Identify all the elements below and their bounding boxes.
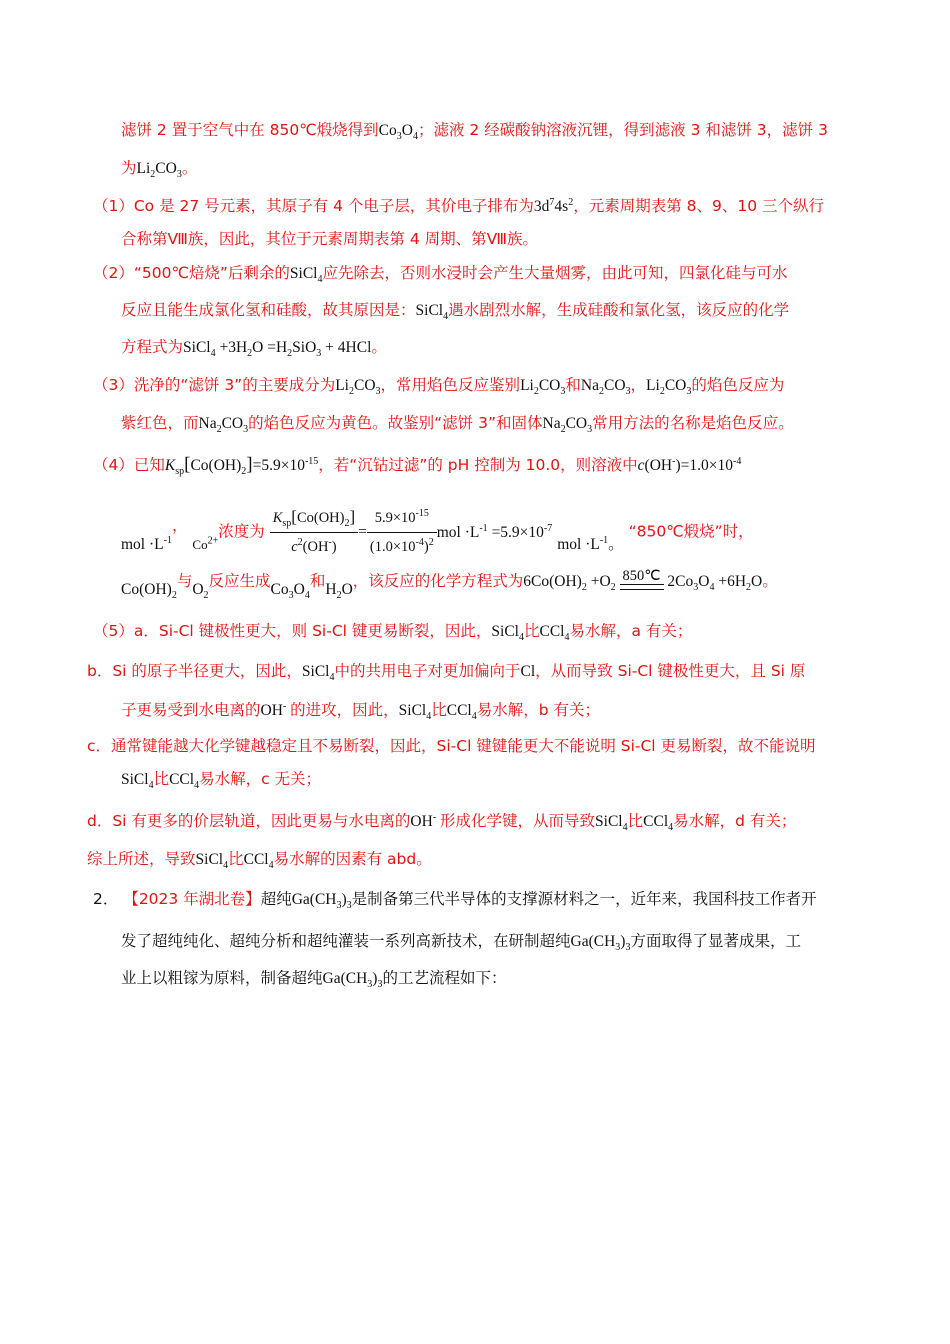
- text: 5.9×10: [374, 509, 416, 526]
- formula-sicl4: SiCl$_4$: [289, 265, 323, 286]
- punct: ，: [171, 516, 188, 535]
- text: b．Si 的原子半径更大，因此，: [87, 662, 302, 680]
- text: 反应且能生成氯化氢和硅酸，故其原因是：: [121, 301, 416, 319]
- equals: =: [358, 523, 367, 541]
- ion-co2plus: Co2+: [192, 535, 219, 552]
- exam-source-tag: 【2023 年湖北卷】: [123, 890, 261, 908]
- text: 的进攻，因此，: [290, 701, 399, 719]
- text: 与: [176, 572, 193, 590]
- text: ，从而导致 Si-Cl 键极性更大，且 Si 原: [535, 662, 806, 680]
- exponent: -4: [732, 455, 742, 467]
- formula-co3o4: $Co_3O_4$: [378, 122, 418, 143]
- q3-line-1: [93, 374, 784, 397]
- text: 。: [181, 159, 198, 177]
- text: mol ·L: [557, 535, 600, 553]
- q2-line-2: [121, 299, 789, 322]
- text: 反应生成: [208, 572, 271, 590]
- exponent: -15: [304, 455, 319, 467]
- text: 的工艺流程如下：: [382, 969, 507, 987]
- text: （2）“500℃焙烧”后剩余的: [93, 264, 290, 282]
- text: 易水解，c 无关；: [199, 770, 322, 788]
- text: 方程式为: [121, 338, 184, 356]
- ion-oh: OH-: [260, 700, 287, 719]
- text: （1）Co 是 27 号元素，其原子有 4 个电子层，其价电子排布为: [93, 197, 534, 215]
- unit: mol $\cdot L^{-1}$。: [557, 534, 624, 553]
- formula-sicl4: SiCl$_4$: [301, 663, 335, 684]
- text: 方面取得了显著成果，工: [630, 932, 801, 950]
- text: 中的共用电子对更加偏向于: [334, 662, 521, 680]
- q5-line-a: [93, 620, 692, 643]
- q5-line-b2: [121, 699, 600, 722]
- formula-li2co3: $Li_2CO_3$: [136, 160, 182, 181]
- q1-line-2: [121, 228, 538, 250]
- formula-sicl4: SiCl$_4$: [121, 771, 154, 792]
- text: 比: [431, 701, 447, 719]
- text: 业上以粗镓为原料，制备超纯: [121, 969, 323, 987]
- text: 浓度为: [218, 522, 265, 541]
- q3-line-2: [121, 412, 794, 435]
- text: 发了超纯纯化、超纯分析和超纯灌装一系列高新技术，在研制超纯: [121, 932, 571, 950]
- q5-line-c2: [121, 768, 321, 791]
- q5-line-d1: [87, 810, 796, 833]
- reaction-condition: [620, 569, 664, 596]
- ion-oh: OH-: [410, 811, 437, 830]
- text: 易水解，d 有关；: [673, 812, 797, 830]
- text: 常用方法的名称是焰色反应。: [592, 414, 794, 432]
- formula-coOH2: $Co(OH)_2$: [121, 581, 177, 602]
- formula-cl: Cl: [520, 663, 536, 680]
- text: 子更易受到水电离的: [121, 701, 261, 719]
- q5-summary: [87, 848, 432, 871]
- formula-na2co3: $Na_2CO_3$: [542, 415, 593, 436]
- oh-concentration: $c(OH^-)=1.0\times 10^{-4}$: [637, 455, 742, 474]
- q1-line-1: [93, 195, 824, 218]
- text: 。: [762, 572, 778, 590]
- text: “850℃煅烧”时，: [628, 522, 754, 541]
- problem2-line-1: [93, 888, 817, 911]
- text: 应先除去，否则水浸时会产生大量烟雾，由此可知，四氯化硅与可水: [322, 264, 788, 282]
- q4-line-1: [93, 454, 741, 477]
- formula-na2co3: $Na_2CO_3$: [580, 377, 631, 398]
- text: c．通常键能越大化学键越稳定且不易断裂，因此，Si-Cl 键键能更大不能说明 Si-Cl 更易断裂，故不能说明: [87, 737, 816, 755]
- formula-ccl4: CCl$_4$: [243, 851, 274, 872]
- text: 是制备第三代半导体的支撑源材料之一，近年来，我国科技工作者开: [351, 890, 817, 908]
- q5-line-c1: [87, 735, 816, 757]
- formula-sicl4: SiCl$_4$: [398, 702, 432, 723]
- q4-line-2: [121, 504, 754, 560]
- problem-number: 2．: [93, 890, 119, 908]
- text: 比: [153, 770, 170, 788]
- text: （5）a．Si-Cl 键极性更大，则 Si-Cl 键更易断裂，因此，: [93, 622, 492, 640]
- text: ，常用焰色反应鉴别: [380, 376, 521, 394]
- formula-3d74s2: $3d^74s^2$: [533, 196, 574, 215]
- text: mol ·L: [121, 535, 164, 553]
- text: 的焰色反应为: [691, 376, 785, 394]
- formula-li2co3: $Li_2CO_3$: [646, 377, 692, 398]
- text: ，: [630, 376, 647, 394]
- formula-sicl4: SiCl$_4$: [195, 851, 229, 872]
- result: mol $\cdot L^{-1} =5.9\times 10^{-7}$: [436, 522, 553, 541]
- text: )=1.0×10: [675, 457, 733, 474]
- text: 和: [565, 376, 581, 394]
- fraction-numeric: $\frac{5.9\times 10^{-15}}{(1.0\times 10^{-4})^2}$: [367, 505, 437, 560]
- q2-line-3: [121, 336, 387, 359]
- formula-li2co3: $Li_2CO_3$: [335, 377, 381, 398]
- text: 遇水剧烈水解，生成硅酸和氯化氢，该反应的化学: [448, 301, 790, 319]
- text: 的焰色反应为黄色。故鉴别“滤饼 3”和固体: [248, 414, 543, 432]
- formula-ccl4: CCl$_4$: [169, 771, 200, 792]
- problem2-line-3: [121, 967, 506, 990]
- text: 形成化学键，从而导致: [440, 812, 596, 830]
- text: 850℃: [622, 567, 661, 584]
- formula-ccl4: CCl$_4$: [643, 813, 674, 834]
- text: d．Si 有更多的价层轨道，因此更易与水电离的: [87, 812, 411, 830]
- text: =5.9×10: [491, 523, 544, 541]
- formula-na2co3: $Na_2CO_3$: [198, 415, 249, 436]
- exponent: -4: [415, 536, 424, 548]
- unit: mol $\cdot L^{-1}$: [121, 534, 172, 553]
- text: 综上所述，导致: [87, 850, 196, 868]
- text: ，该反应的化学方程式为: [352, 572, 524, 590]
- text: 。: [371, 338, 387, 356]
- formula-sicl4: SiCl$_4$: [415, 302, 449, 323]
- text: 比: [627, 812, 644, 830]
- text: ，元素周期表第 8、9、10 三个纵行: [573, 197, 824, 215]
- formula-ga-ch3-3: $Ga(CH_3)_3$: [291, 891, 352, 912]
- formula-ccl4: CCl$_4$: [539, 623, 570, 644]
- formula-h2o: $H_2O$: [325, 581, 353, 602]
- text: 为: [121, 159, 137, 177]
- formula-o2: $O_2$: [192, 581, 209, 602]
- text: 比: [523, 622, 540, 640]
- q2-line-1: [93, 262, 788, 285]
- problem2-line-2: [121, 930, 801, 953]
- equation-coOH2-oxidation: $6Co(OH)_2 +O_2$ 850℃ $2Co_3O_4 +6H_2O$: [523, 573, 762, 590]
- exponent: -15: [415, 507, 429, 519]
- text: （4）已知: [93, 456, 165, 474]
- formula-co3o4: $Co_3O_4$: [270, 581, 310, 602]
- formula-ccl4: CCl$_4$: [446, 702, 477, 723]
- ksp-expression: $K_{sp}[Co(OH)_2]=5.9\times 10^{-15}$: [164, 454, 319, 478]
- text: 比: [228, 850, 244, 868]
- text: ；滤液 2 经碳酸钠溶液沉锂，得到滤液 3 和滤饼 3，滤饼 3: [417, 121, 828, 139]
- text: =5.9×10: [252, 457, 305, 474]
- q5-line-b1: [87, 660, 805, 683]
- text: （3）洗净的“滤饼 3”的主要成分为: [93, 376, 336, 394]
- formula-li2co3: $Li_2CO_3$: [520, 377, 566, 398]
- text: 超纯: [260, 890, 292, 908]
- text: 易水解，a 有关；: [569, 622, 693, 640]
- formula-sicl4: SiCl$_4$: [491, 623, 524, 644]
- formula-ga-ch3-3: $Ga(CH_3)_3$: [322, 970, 383, 991]
- text: 紫红色，而: [121, 414, 199, 432]
- q4-line-3: [121, 566, 778, 605]
- formula-ga-ch3-3: $Ga(CH_3)_3$: [570, 933, 631, 954]
- text: (1.0×10: [369, 538, 416, 555]
- text: 滤饼 2 置于空气中在 850℃煅烧得到: [121, 121, 379, 139]
- text: 和: [309, 572, 326, 590]
- intro-line-1: [121, 119, 828, 142]
- text: 易水解的因素有 abd。: [273, 850, 432, 868]
- text: 易水解，b 有关；: [476, 701, 600, 719]
- fraction-ksp-over-c2: $\frac{K_{sp}[Co(OH)_2]}{c^2(OH^-)}$: [270, 504, 358, 560]
- equation-sicl4-hydrolysis: SiCl$_4$ $+3H_2O =H_2SiO_3 + 4HCl$: [183, 339, 372, 360]
- text: mol ·L: [436, 523, 480, 541]
- text: ，若“沉钴过滤”的 pH 控制为 10.0，则溶液中: [318, 456, 638, 474]
- exponent: -7: [543, 522, 553, 534]
- intro-line-2: [121, 157, 197, 180]
- formula-sicl4: SiCl$_4$: [595, 813, 628, 834]
- text: 合称第Ⅷ族，因此，其位于元素周期表第 4 周期、第Ⅷ族。: [121, 230, 539, 248]
